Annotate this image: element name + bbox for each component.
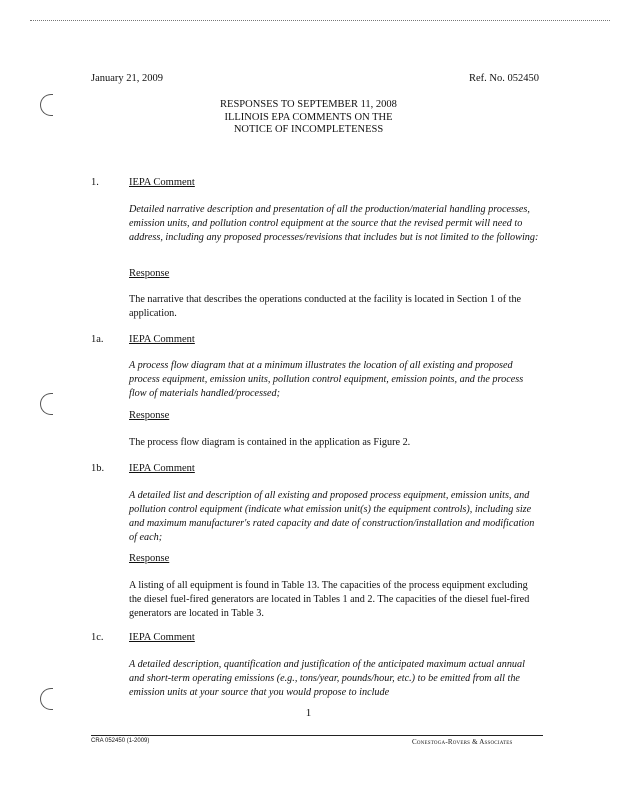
punch-hole-mark bbox=[40, 393, 53, 415]
title-line: NOTICE OF INCOMPLETENESS bbox=[233, 124, 384, 135]
page-number: 1 bbox=[305, 707, 312, 719]
section-number: 1. bbox=[91, 177, 99, 188]
response-heading: Response bbox=[129, 268, 170, 279]
comment-text: A process flow diagram that at a minimum illustrates the location of all existing and proposed process equipment, emission units, pollution control equipment, emission points, and the process flow of materials handled/processed; bbox=[129, 360, 524, 399]
title-line: ILLINOIS EPA COMMENTS ON THE bbox=[224, 111, 393, 123]
title-line: RESPONSES TO SEPTEMBER 11, 2008 bbox=[220, 99, 397, 110]
letter-date: January 21, 2009 bbox=[91, 73, 164, 84]
scan-artifact-line bbox=[30, 20, 610, 21]
reference-number: Ref. No. 052450 bbox=[469, 73, 539, 84]
response-text: A listing of all equipment is found in Table 13. The capacities of the process equipment excluding the diesel fuel-fired generators are located in Tables 1 and 2. The capacities of the diesel fuel-fired generators are located in Table 3. bbox=[129, 580, 530, 619]
response-text: The narrative that describes the operations conducted at the facility is located in Section 1 of the application. bbox=[129, 294, 522, 319]
response-heading: Response bbox=[129, 553, 170, 564]
document-title bbox=[0, 99, 617, 137]
comment-heading: IEPA Comment bbox=[129, 334, 195, 345]
section-number: 1a. bbox=[91, 334, 104, 345]
comment-text: Detailed narrative description and presentation of all the production/material handling processes, emission units, and pollution control equipment at the source that the revised permit will need to address, including any proposed processes/revisions that includes but is not limited to the following: bbox=[129, 204, 539, 243]
section-number: 1c. bbox=[91, 632, 104, 643]
response-heading: Response bbox=[129, 410, 170, 421]
footer-rule bbox=[91, 735, 543, 736]
footer-document-code: CRA 052450 (1-2009) bbox=[91, 738, 150, 744]
footer-company-name: Conestoga-Rovers & Associates bbox=[412, 738, 513, 746]
comment-heading: IEPA Comment bbox=[129, 177, 195, 188]
comment-heading: IEPA Comment bbox=[129, 632, 195, 643]
comment-text: A detailed description, quantification and justification of the anticipated maximum actual annual and short-term operating emissions (e.g., tons/year, pounds/hour, etc.) to be emitted from all the emission units at your source that you would propose to include bbox=[129, 659, 525, 698]
comment-heading: IEPA Comment bbox=[129, 463, 195, 474]
comment-text: A detailed list and description of all existing and proposed process equipment, emission units, and pollution control equipment (indicate what emission unit(s) the equipment controls), including size and maximum manufacturer's rated capacity and date of construction/installation and modification of each; bbox=[129, 490, 535, 543]
section-number: 1b. bbox=[91, 463, 105, 474]
response-text: The process flow diagram is contained in the application as Figure 2. bbox=[129, 437, 411, 448]
